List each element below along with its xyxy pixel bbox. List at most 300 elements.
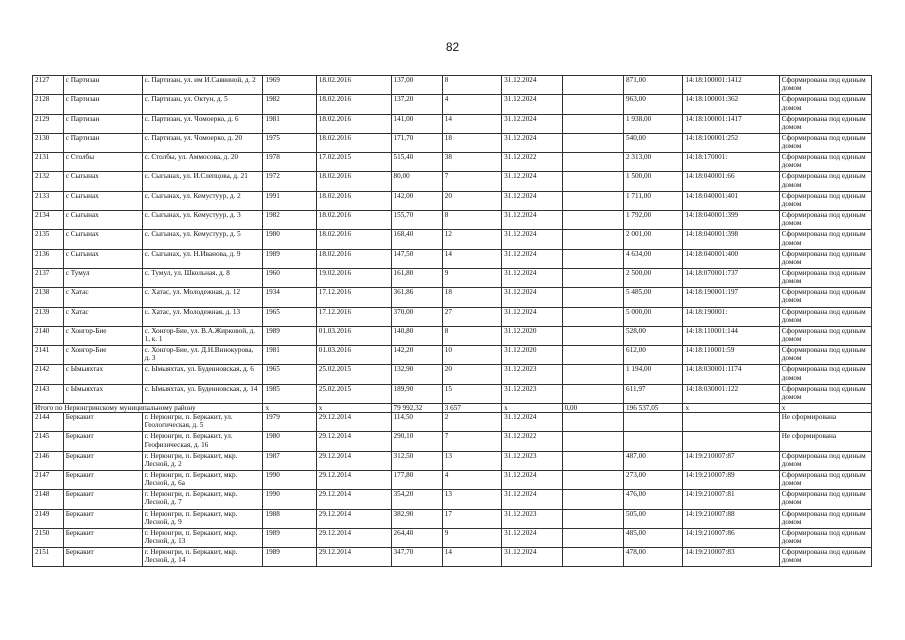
cell-date: 29.12.2014 [316, 490, 391, 509]
cell-land-status: Сформирована под единым домом [779, 528, 871, 547]
table-row [33, 288, 872, 307]
cell-row-number: 2133 [33, 191, 64, 210]
cell-year-built: 1988 [263, 509, 316, 528]
cell-land-area: 1 194,00 [624, 365, 683, 384]
cell-land-area: 1 938,00 [624, 114, 683, 133]
cell-residents: 15 [442, 384, 501, 403]
cell-year-built: 1975 [263, 133, 316, 152]
cell-year-built: 1989 [263, 326, 316, 345]
cell-address: с. Ымыяхтах, ул. Буденновская, д. 14 [142, 384, 263, 403]
cell-year-built: 1965 [263, 365, 316, 384]
cell-cadastral-number: 14:19:210007:83 [683, 548, 779, 567]
cell-extra [562, 346, 623, 365]
cell-address: с. Сыгынах, ул. И.Слепцова, д. 21 [142, 172, 263, 191]
cell-address: с. Партизан, ул. Чомоерко, д. 20 [142, 133, 263, 152]
cell-extra [562, 133, 623, 152]
cell-address: г. Нерюнгри, п. Беркакит, мкр. Лесной, д. 13 [142, 528, 263, 547]
total-cell: 79 992,32 [391, 404, 442, 413]
cell-year-built: 1987 [263, 451, 316, 470]
cell-land-status: Сформирована под единым домом [779, 172, 871, 191]
cell-residents: 8 [442, 326, 501, 345]
cell-deadline: 31.12.2024 [502, 172, 562, 191]
cell-land-area: 611,97 [624, 384, 683, 403]
cell-land-area: 2 500,00 [624, 268, 683, 287]
cell-residents: 7 [442, 172, 501, 191]
cell-date: 29.12.2014 [316, 413, 391, 432]
cell-area: 264,40 [391, 528, 442, 547]
table-row [33, 451, 872, 470]
cell-settlement: Беркакит [63, 432, 142, 451]
table-row [33, 76, 872, 95]
cell-settlement: с Ымыяхтах [63, 365, 142, 384]
cell-settlement: с Партизан [63, 133, 142, 152]
cell-area: 171,70 [391, 133, 442, 152]
cell-area: 141,00 [391, 114, 442, 133]
cell-year-built: 1978 [263, 153, 316, 172]
table-row [33, 211, 872, 230]
cell-settlement: с Партизан [63, 76, 142, 95]
cell-cadastral-number [683, 432, 779, 451]
cell-address: с. Ымыяхтах, ул. Буденновская, д. 6 [142, 365, 263, 384]
cell-land-area: 505,00 [624, 509, 683, 528]
cell-row-number: 2128 [33, 95, 64, 114]
cell-row-number: 2149 [33, 509, 64, 528]
cell-land-area: 1 500,00 [624, 172, 683, 191]
cell-address: с. Хонгор-Бие, ул. В.А.Жирковой, д. 1, к. 1 [142, 326, 263, 345]
cell-settlement: с Столбы [63, 153, 142, 172]
cell-settlement: Беркакит [63, 451, 142, 470]
cell-date: 01.03.2016 [316, 326, 391, 345]
cell-year-built: 1980 [263, 432, 316, 451]
cell-residents: 4 [442, 470, 501, 489]
cell-deadline: 31.12.2024 [502, 288, 562, 307]
cell-date: 17.02.2015 [316, 153, 391, 172]
cell-deadline: 31.12.2020 [502, 346, 562, 365]
cell-extra [562, 95, 623, 114]
cell-land-area: 612,00 [624, 346, 683, 365]
total-cell: x [502, 404, 562, 413]
cell-land-status: Сформирована под единым домом [779, 153, 871, 172]
cell-land-status: Сформирована под единым домом [779, 268, 871, 287]
cell-year-built: 1981 [263, 114, 316, 133]
table-row [33, 249, 872, 268]
cell-land-area: 963,00 [624, 95, 683, 114]
cell-cadastral-number: 14:18:190001: [683, 307, 779, 326]
cell-year-built: 1982 [263, 95, 316, 114]
cell-deadline: 31.12.2020 [502, 326, 562, 345]
cell-deadline: 31.12.2024 [502, 490, 562, 509]
cell-date: 18.02.2016 [316, 172, 391, 191]
cell-area: 140,80 [391, 326, 442, 345]
cell-address: г. Нерюнгри, п. Беркакит, мкр. Лесной, д. 7 [142, 490, 263, 509]
cell-residents: 9 [442, 528, 501, 547]
cell-residents: 20 [442, 365, 501, 384]
cell-deadline: 31.12.2024 [502, 133, 562, 152]
table-row [33, 133, 872, 152]
cell-row-number: 2129 [33, 114, 64, 133]
cell-deadline: 31.12.2024 [502, 95, 562, 114]
cell-residents: 13 [442, 490, 501, 509]
cell-land-status: Сформирована под единым домом [779, 470, 871, 489]
cell-date: 29.12.2014 [316, 432, 391, 451]
cell-land-status: Сформирована под единым домом [779, 384, 871, 403]
cell-cadastral-number: 14:18:100001:252 [683, 133, 779, 152]
cell-residents: 18 [442, 288, 501, 307]
cell-extra [562, 548, 623, 567]
cell-extra [562, 490, 623, 509]
cell-year-built: 1989 [263, 249, 316, 268]
cell-area: 142,20 [391, 346, 442, 365]
table-row [33, 346, 872, 365]
cell-date: 29.12.2014 [316, 470, 391, 489]
cell-land-area: 1 711,00 [624, 191, 683, 210]
cell-cadastral-number: 14:18:040001:401 [683, 191, 779, 210]
cell-deadline: 31.12.2024 [502, 548, 562, 567]
cell-land-area: 1 792,00 [624, 211, 683, 230]
cell-land-status: Сформирована под единым домом [779, 451, 871, 470]
table-row [33, 326, 872, 345]
cell-area: 137,20 [391, 95, 442, 114]
cell-area: 168,40 [391, 230, 442, 249]
cell-extra [562, 230, 623, 249]
cell-settlement: с Сыгынах [63, 211, 142, 230]
cell-residents: 4 [442, 95, 501, 114]
cell-deadline: 31.12.2024 [502, 470, 562, 489]
cell-date: 18.02.2016 [316, 76, 391, 95]
total-cell: x [683, 404, 779, 413]
cell-cadastral-number: 14:18:190001:197 [683, 288, 779, 307]
cell-area: 515,40 [391, 153, 442, 172]
cell-land-status: Сформирована под единым домом [779, 191, 871, 210]
cell-date: 18.02.2016 [316, 230, 391, 249]
cell-settlement: с Хатас [63, 307, 142, 326]
table-row [33, 365, 872, 384]
cell-residents: 14 [442, 114, 501, 133]
total-group [33, 404, 872, 413]
cell-address: с. Сыгынах, ул. Кемустуур, д. 2 [142, 191, 263, 210]
cell-address: г. Нерюнгри, п. Беркакит, мкр. Лесной, д. 6а [142, 470, 263, 489]
cell-date: 29.12.2014 [316, 528, 391, 547]
cell-area: 137,00 [391, 76, 442, 95]
cell-address: с. Сыгынах, ул. Кемустуур, д. 3 [142, 211, 263, 230]
cell-address: г. Нерюнгри, п. Беркакит, мкр. Лесной, д. 14 [142, 548, 263, 567]
cell-row-number: 2147 [33, 470, 64, 489]
cell-residents: 20 [442, 191, 501, 210]
cell-extra [562, 268, 623, 287]
cell-settlement: с Партизан [63, 95, 142, 114]
cell-extra [562, 153, 623, 172]
cell-area: 347,70 [391, 548, 442, 567]
table-row [33, 153, 872, 172]
rows-group-2 [33, 413, 872, 567]
cell-land-area: 485,00 [624, 528, 683, 547]
cell-year-built: 1934 [263, 288, 316, 307]
cell-cadastral-number: 14:18:040001:398 [683, 230, 779, 249]
cell-area: 177,80 [391, 470, 442, 489]
cell-settlement: с Хонгор-Бие [63, 346, 142, 365]
cell-address: с. Столбы, ул. Аммосова, д. 20 [142, 153, 263, 172]
cell-date: 18.02.2016 [316, 133, 391, 152]
cell-land-status: Сформирована под единым домом [779, 346, 871, 365]
cell-row-number: 2151 [33, 548, 64, 567]
cell-land-status: Сформирована под единым домом [779, 326, 871, 345]
cell-row-number: 2141 [33, 346, 64, 365]
cell-deadline: 31.12.2024 [502, 114, 562, 133]
cell-extra [562, 191, 623, 210]
cell-date: 18.02.2016 [316, 114, 391, 133]
cell-residents: 13 [442, 451, 501, 470]
cell-address: с. Хатас, ул. Молодежная, д. 12 [142, 288, 263, 307]
cell-land-area: 487,00 [624, 451, 683, 470]
cell-cadastral-number: 14:18:170001: [683, 153, 779, 172]
cell-deadline: 31.12.2024 [502, 413, 562, 432]
cell-extra [562, 307, 623, 326]
table-row [33, 114, 872, 133]
cell-row-number: 2134 [33, 211, 64, 230]
cell-row-number: 2138 [33, 288, 64, 307]
cell-land-area: 2 313,00 [624, 153, 683, 172]
cell-cadastral-number: 14:18:110001:59 [683, 346, 779, 365]
cell-date: 17.12.2016 [316, 307, 391, 326]
cell-address: с. Партизан, ул. Чомоерко, д. 6 [142, 114, 263, 133]
table-row [33, 470, 872, 489]
cell-year-built: 1982 [263, 211, 316, 230]
cell-row-number: 2132 [33, 172, 64, 191]
cell-settlement: с Сыгынах [63, 249, 142, 268]
cell-cadastral-number: 14:19:210007:88 [683, 509, 779, 528]
table-row [33, 172, 872, 191]
cell-extra [562, 528, 623, 547]
cell-extra [562, 432, 623, 451]
table-row [33, 413, 872, 432]
total-cell: x [263, 404, 316, 413]
cell-land-status: Сформирована под единым домом [779, 490, 871, 509]
cell-row-number: 2148 [33, 490, 64, 509]
cell-address: с. Хонгор-Бие, ул. Д.Н.Винокурова, д. 3 [142, 346, 263, 365]
cell-land-status: Не сформирована [779, 413, 871, 432]
cell-cadastral-number: 14:18:040001:66 [683, 172, 779, 191]
table-row [33, 548, 872, 567]
cell-land-area: 2 001,00 [624, 230, 683, 249]
total-cell: 3 657 [442, 404, 501, 413]
cell-date: 29.12.2014 [316, 451, 391, 470]
cell-settlement: с Хатас [63, 288, 142, 307]
cell-residents: 14 [442, 548, 501, 567]
cell-settlement: Беркакит [63, 528, 142, 547]
cell-year-built: 1990 [263, 470, 316, 489]
cell-deadline: 31.12.2024 [502, 211, 562, 230]
cell-address: с. Сыгынах, ул. Кемустуур, д. 5 [142, 230, 263, 249]
cell-cadastral-number: 14:18:100001:1417 [683, 114, 779, 133]
table-row [33, 432, 872, 451]
cell-area: 114,50 [391, 413, 442, 432]
cell-area: 132,90 [391, 365, 442, 384]
cell-extra [562, 384, 623, 403]
cell-year-built: 1960 [263, 268, 316, 287]
cell-area: 147,50 [391, 249, 442, 268]
cell-year-built: 1991 [263, 191, 316, 210]
cell-residents: 38 [442, 153, 501, 172]
cell-year-built: 1989 [263, 548, 316, 567]
cell-land-status: Сформирована под единым домом [779, 249, 871, 268]
cell-row-number: 2150 [33, 528, 64, 547]
cell-row-number: 2143 [33, 384, 64, 403]
cell-extra [562, 509, 623, 528]
cell-date: 18.02.2016 [316, 211, 391, 230]
cell-land-area: 478,00 [624, 548, 683, 567]
cell-residents: 8 [442, 211, 501, 230]
cell-land-status: Сформирована под единым домом [779, 365, 871, 384]
cell-land-status: Не сформирована [779, 432, 871, 451]
housing-registry-table [32, 75, 872, 567]
total-label: Итого по Нерюнгринскому муниципальному району [33, 404, 263, 413]
cell-address: г. Нерюнгри, п. Беркакит, ул. Геологическая, д. 5 [142, 413, 263, 432]
cell-extra [562, 470, 623, 489]
cell-land-status: Сформирована под единым домом [779, 288, 871, 307]
cell-land-area: 5 485,00 [624, 288, 683, 307]
cell-extra [562, 451, 623, 470]
cell-land-status: Сформирована под единым домом [779, 307, 871, 326]
cell-date: 18.02.2016 [316, 95, 391, 114]
cell-year-built: 1985 [263, 384, 316, 403]
cell-area: 370,00 [391, 307, 442, 326]
cell-date: 18.02.2016 [316, 191, 391, 210]
cell-extra [562, 172, 623, 191]
cell-residents: 7 [442, 432, 501, 451]
cell-area: 290,10 [391, 432, 442, 451]
table-row [33, 307, 872, 326]
total-cell: 196 537,05 [624, 404, 683, 413]
cell-land-status: Сформирована под единым домом [779, 95, 871, 114]
cell-row-number: 2130 [33, 133, 64, 152]
cell-land-area: 540,00 [624, 133, 683, 152]
cell-residents: 8 [442, 76, 501, 95]
cell-row-number: 2137 [33, 268, 64, 287]
total-cell: x [779, 404, 871, 413]
cell-land-area: 528,00 [624, 326, 683, 345]
cell-row-number: 2136 [33, 249, 64, 268]
cell-area: 312,50 [391, 451, 442, 470]
cell-land-area [624, 432, 683, 451]
cell-deadline: 31.12.2023 [502, 384, 562, 403]
cell-land-status: Сформирована под единым домом [779, 548, 871, 567]
cell-deadline: 31.12.2024 [502, 528, 562, 547]
cell-land-area [624, 413, 683, 432]
cell-settlement: Беркакит [63, 490, 142, 509]
cell-date: 01.03.2016 [316, 346, 391, 365]
cell-deadline: 31.12.2024 [502, 191, 562, 210]
cell-settlement: Беркакит [63, 470, 142, 489]
table-row [33, 528, 872, 547]
cell-cadastral-number: 14:19:210007:87 [683, 451, 779, 470]
cell-settlement: с Ымыяхтах [63, 384, 142, 403]
table-row [33, 509, 872, 528]
cell-date: 18.02.2016 [316, 249, 391, 268]
cell-cadastral-number: 14:19:210007:86 [683, 528, 779, 547]
cell-deadline: 31.12.2022 [502, 153, 562, 172]
cell-settlement: с Партизан [63, 114, 142, 133]
cell-cadastral-number: 14:18:100001:362 [683, 95, 779, 114]
cell-residents: 9 [442, 268, 501, 287]
cell-residents: 17 [442, 509, 501, 528]
cell-land-status: Сформирована под единым домом [779, 230, 871, 249]
cell-year-built: 1965 [263, 307, 316, 326]
cell-area: 354,20 [391, 490, 442, 509]
total-row [33, 404, 872, 413]
cell-residents: 18 [442, 133, 501, 152]
cell-cadastral-number [683, 413, 779, 432]
cell-deadline: 31.12.2024 [502, 230, 562, 249]
rows-group-1 [33, 76, 872, 404]
cell-settlement: Беркакит [63, 509, 142, 528]
cell-year-built: 1989 [263, 528, 316, 547]
cell-address: г. Нерюнгри, п. Беркакит, мкр. Лесной, д. 9 [142, 509, 263, 528]
cell-settlement: с Сыгынах [63, 191, 142, 210]
cell-deadline: 31.12.2023 [502, 451, 562, 470]
cell-land-status: Сформирована под единым домом [779, 133, 871, 152]
cell-settlement: с Сыгынах [63, 230, 142, 249]
cell-date: 19.02.2016 [316, 268, 391, 287]
cell-deadline: 31.12.2023 [502, 509, 562, 528]
cell-cadastral-number: 14:19:210007:89 [683, 470, 779, 489]
cell-row-number: 2144 [33, 413, 64, 432]
table-row [33, 384, 872, 403]
cell-date: 17.12.2016 [316, 288, 391, 307]
cell-year-built: 1969 [263, 76, 316, 95]
cell-deadline: 31.12.2022 [502, 432, 562, 451]
cell-deadline: 31.12.2024 [502, 268, 562, 287]
total-cell: x [316, 404, 391, 413]
cell-settlement: с Тумул [63, 268, 142, 287]
cell-date: 25.02.2015 [316, 384, 391, 403]
cell-address: с. Тумул, ул. Школьная, д. 8 [142, 268, 263, 287]
table-row [33, 268, 872, 287]
cell-row-number: 2142 [33, 365, 64, 384]
cell-cadastral-number: 14:18:030001:122 [683, 384, 779, 403]
cell-row-number: 2145 [33, 432, 64, 451]
cell-deadline: 31.12.2023 [502, 365, 562, 384]
cell-land-area: 273,00 [624, 470, 683, 489]
cell-residents: 14 [442, 249, 501, 268]
cell-address: г. Нерюнгри, п. Беркакит, мкр. Лесной, д. 2 [142, 451, 263, 470]
cell-year-built: 1981 [263, 346, 316, 365]
cell-area: 382,90 [391, 509, 442, 528]
cell-row-number: 2139 [33, 307, 64, 326]
cell-date: 25.02.2015 [316, 365, 391, 384]
cell-area: 155,70 [391, 211, 442, 230]
cell-cadastral-number: 14:19:210007:81 [683, 490, 779, 509]
cell-settlement: с Хонгор-Бие [63, 326, 142, 345]
cell-extra [562, 288, 623, 307]
cell-extra [562, 413, 623, 432]
cell-row-number: 2140 [33, 326, 64, 345]
cell-area: 80,00 [391, 172, 442, 191]
table-row [33, 95, 872, 114]
cell-cadastral-number: 14:18:030001:1174 [683, 365, 779, 384]
cell-land-area: 4 634,00 [624, 249, 683, 268]
cell-extra [562, 365, 623, 384]
cell-row-number: 2127 [33, 76, 64, 95]
cell-residents: 27 [442, 307, 501, 326]
page-number: 82 [445, 40, 460, 54]
cell-area: 361,86 [391, 288, 442, 307]
cell-year-built: 1990 [263, 490, 316, 509]
cell-address: с. Хатас, ул. Молодежная, д. 13 [142, 307, 263, 326]
cell-cadastral-number: 14:18:070001:737 [683, 268, 779, 287]
cell-row-number: 2131 [33, 153, 64, 172]
table-row [33, 191, 872, 210]
cell-row-number: 2135 [33, 230, 64, 249]
